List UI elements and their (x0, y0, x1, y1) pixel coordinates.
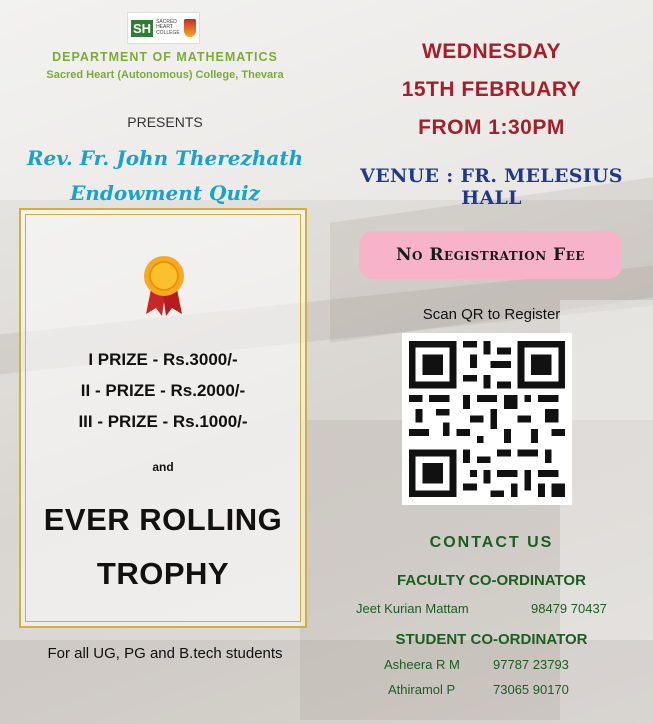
event-venue: VENUE : FR. MELESIUS HALL (360, 165, 623, 209)
second-prize: II - PRIZE - Rs.2000/- (80, 381, 246, 400)
and-label: and (152, 460, 174, 474)
medal-icon (142, 254, 186, 318)
faculty-coordinator-title: FACULTY CO-ORDINATOR (397, 572, 586, 589)
event-time: FROM 1:30PM (418, 116, 565, 139)
no-registration-fee-badge: No Registration Fee (359, 231, 622, 279)
qr-code-icon (402, 333, 572, 505)
student-coordinator-title: STUDENT CO-ORDINATOR (395, 631, 588, 648)
college-logo (127, 12, 200, 44)
first-prize: I PRIZE - Rs.3000/- (88, 350, 238, 369)
registration-qr-code[interactable] (402, 333, 572, 505)
logo-text: SACRED HEART COLLEGE (156, 19, 180, 36)
faculty-phone[interactable]: 98479 70437 (531, 601, 607, 616)
student-name-1: Asheera R M (384, 657, 460, 672)
event-day: WEDNESDAY (421, 40, 562, 63)
crest-icon (184, 19, 196, 37)
event-date: 15TH FEBRUARY (401, 78, 582, 101)
trophy-line2: TROPHY (96, 556, 230, 591)
department-name: DEPARTMENT OF MATHEMATICS (52, 50, 278, 64)
eligibility-text: For all UG, PG and B.tech students (47, 645, 283, 662)
contact-us-heading: CONTACT US (429, 534, 554, 551)
scan-qr-label: Scan QR to Register (422, 306, 561, 323)
college-name: Sacred Heart (Autonomous) College, Thevara (46, 69, 284, 81)
logo-mark: SH (133, 20, 152, 36)
third-prize: III - PRIZE - Rs.1000/- (78, 412, 248, 431)
prize-panel (19, 208, 307, 628)
student-phone-1[interactable]: 97787 23793 (493, 657, 569, 672)
trophy-line1: EVER ROLLING (43, 502, 283, 537)
student-phone-2[interactable]: 73065 90170 (493, 682, 569, 697)
presents-label: PRESENTS (127, 114, 203, 130)
quiz-title-line1: Rev. Fr. John Therezhath (26, 146, 304, 170)
quiz-title-line2: Endowment Quiz (70, 181, 260, 205)
student-name-2: Athiramol P (388, 682, 456, 697)
faculty-name: Jeet Kurian Mattam (356, 601, 469, 616)
